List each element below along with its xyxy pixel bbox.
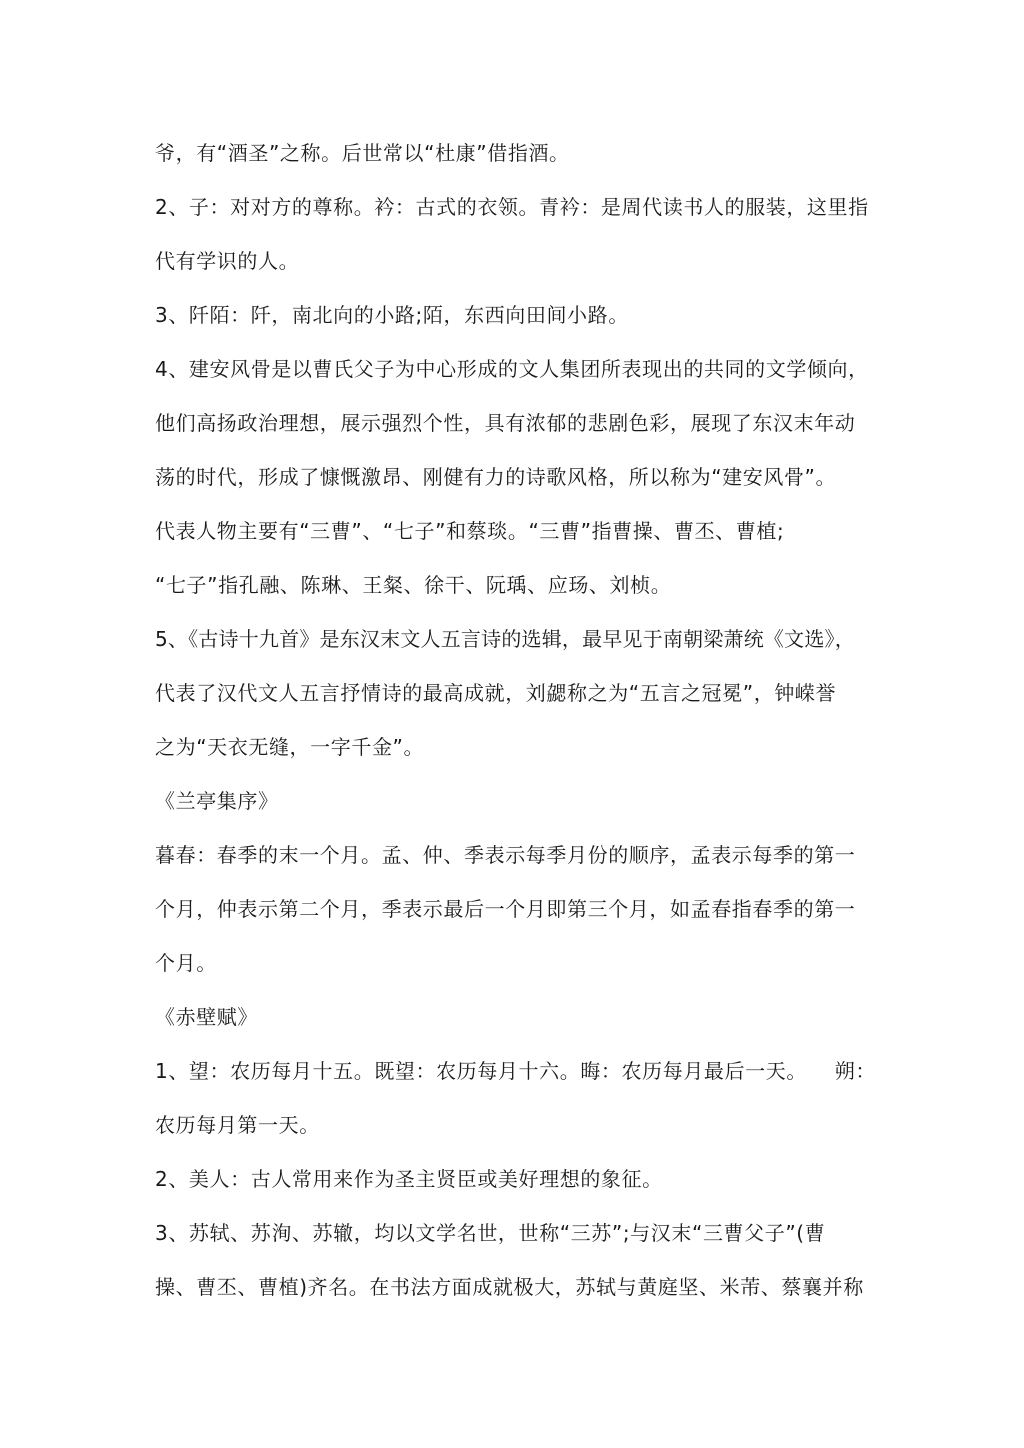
text-line: 他们高扬政治理想，展示强烈个性，具有浓郁的悲剧色彩，展现了东汉末年动 <box>155 411 856 435</box>
text-line: 4、建安风骨是以曹氏父子为中心形成的文人集团所表现出的共同的文学倾向， <box>155 357 869 381</box>
text-line: 爷，有“酒圣”之称。后世常以“杜康”借指酒。 <box>155 141 570 165</box>
text-line: 2、子：对对方的尊称。衿：古式的衣领。青衿：是周代读书人的服装，这里指 <box>155 195 869 219</box>
text-line: 个月，仲表示第二个月，季表示最后一个月即第三个月，如孟春指春季的第一 <box>155 897 856 921</box>
text-line: 农历每月第一天。 <box>155 1113 320 1137</box>
text-line: “七子”指孔融、陈琳、王粲、徐干、阮瑀、应玚、刘桢。 <box>155 573 672 597</box>
text-line: 个月。 <box>155 951 217 975</box>
text-line: 5、《古诗十九首》是东汉末文人五言诗的选辑，最早见于南朝梁萧统《文选》， <box>155 627 855 651</box>
text-line: 操、曹丕、曹植)齐名。在书法方面成就极大，苏轼与黄庭坚、米芾、蔡襄并称 <box>155 1275 864 1299</box>
section-heading-lantingjixu: 《兰亭集序》 <box>155 789 279 813</box>
text-line: 2、美人：古人常用来作为圣主贤臣或美好理想的象征。 <box>155 1167 663 1191</box>
text-line: 暮春：春季的末一个月。孟、仲、季表示每季月份的顺序，孟表示每季的第一 <box>155 843 856 867</box>
section-heading-chibifu: 《赤壁赋》 <box>155 1005 258 1029</box>
text-line: 3、苏轼、苏洵、苏辙，均以文学名世，世称“三苏”;与汉末“三曹父子”(曹 <box>155 1221 826 1245</box>
text-line: 荡的时代，形成了慷慨激昂、刚健有力的诗歌风格，所以称为“建安风骨”。 <box>155 465 837 489</box>
text-line: 1、望：农历每月十五。既望：农历每月十六。晦：农历每月最后一天。 朔： <box>155 1059 876 1083</box>
text-line: 代表人物主要有“三曹”、“七子”和蔡琰。“三曹”指曹操、曹丕、曹植; <box>155 519 785 543</box>
text-line: 之为“天衣无缝，一字千金”。 <box>155 735 425 759</box>
document-body <box>155 126 875 1314</box>
text-line: 3、阡陌：阡，南北向的小路;陌，东西向田间小路。 <box>155 303 629 327</box>
text-line: 代表了汉代文人五言抒情诗的最高成就，刘勰称之为“五言之冠冕”，钟嵘誉 <box>155 681 837 705</box>
text-line: 代有学识的人。 <box>155 249 300 273</box>
